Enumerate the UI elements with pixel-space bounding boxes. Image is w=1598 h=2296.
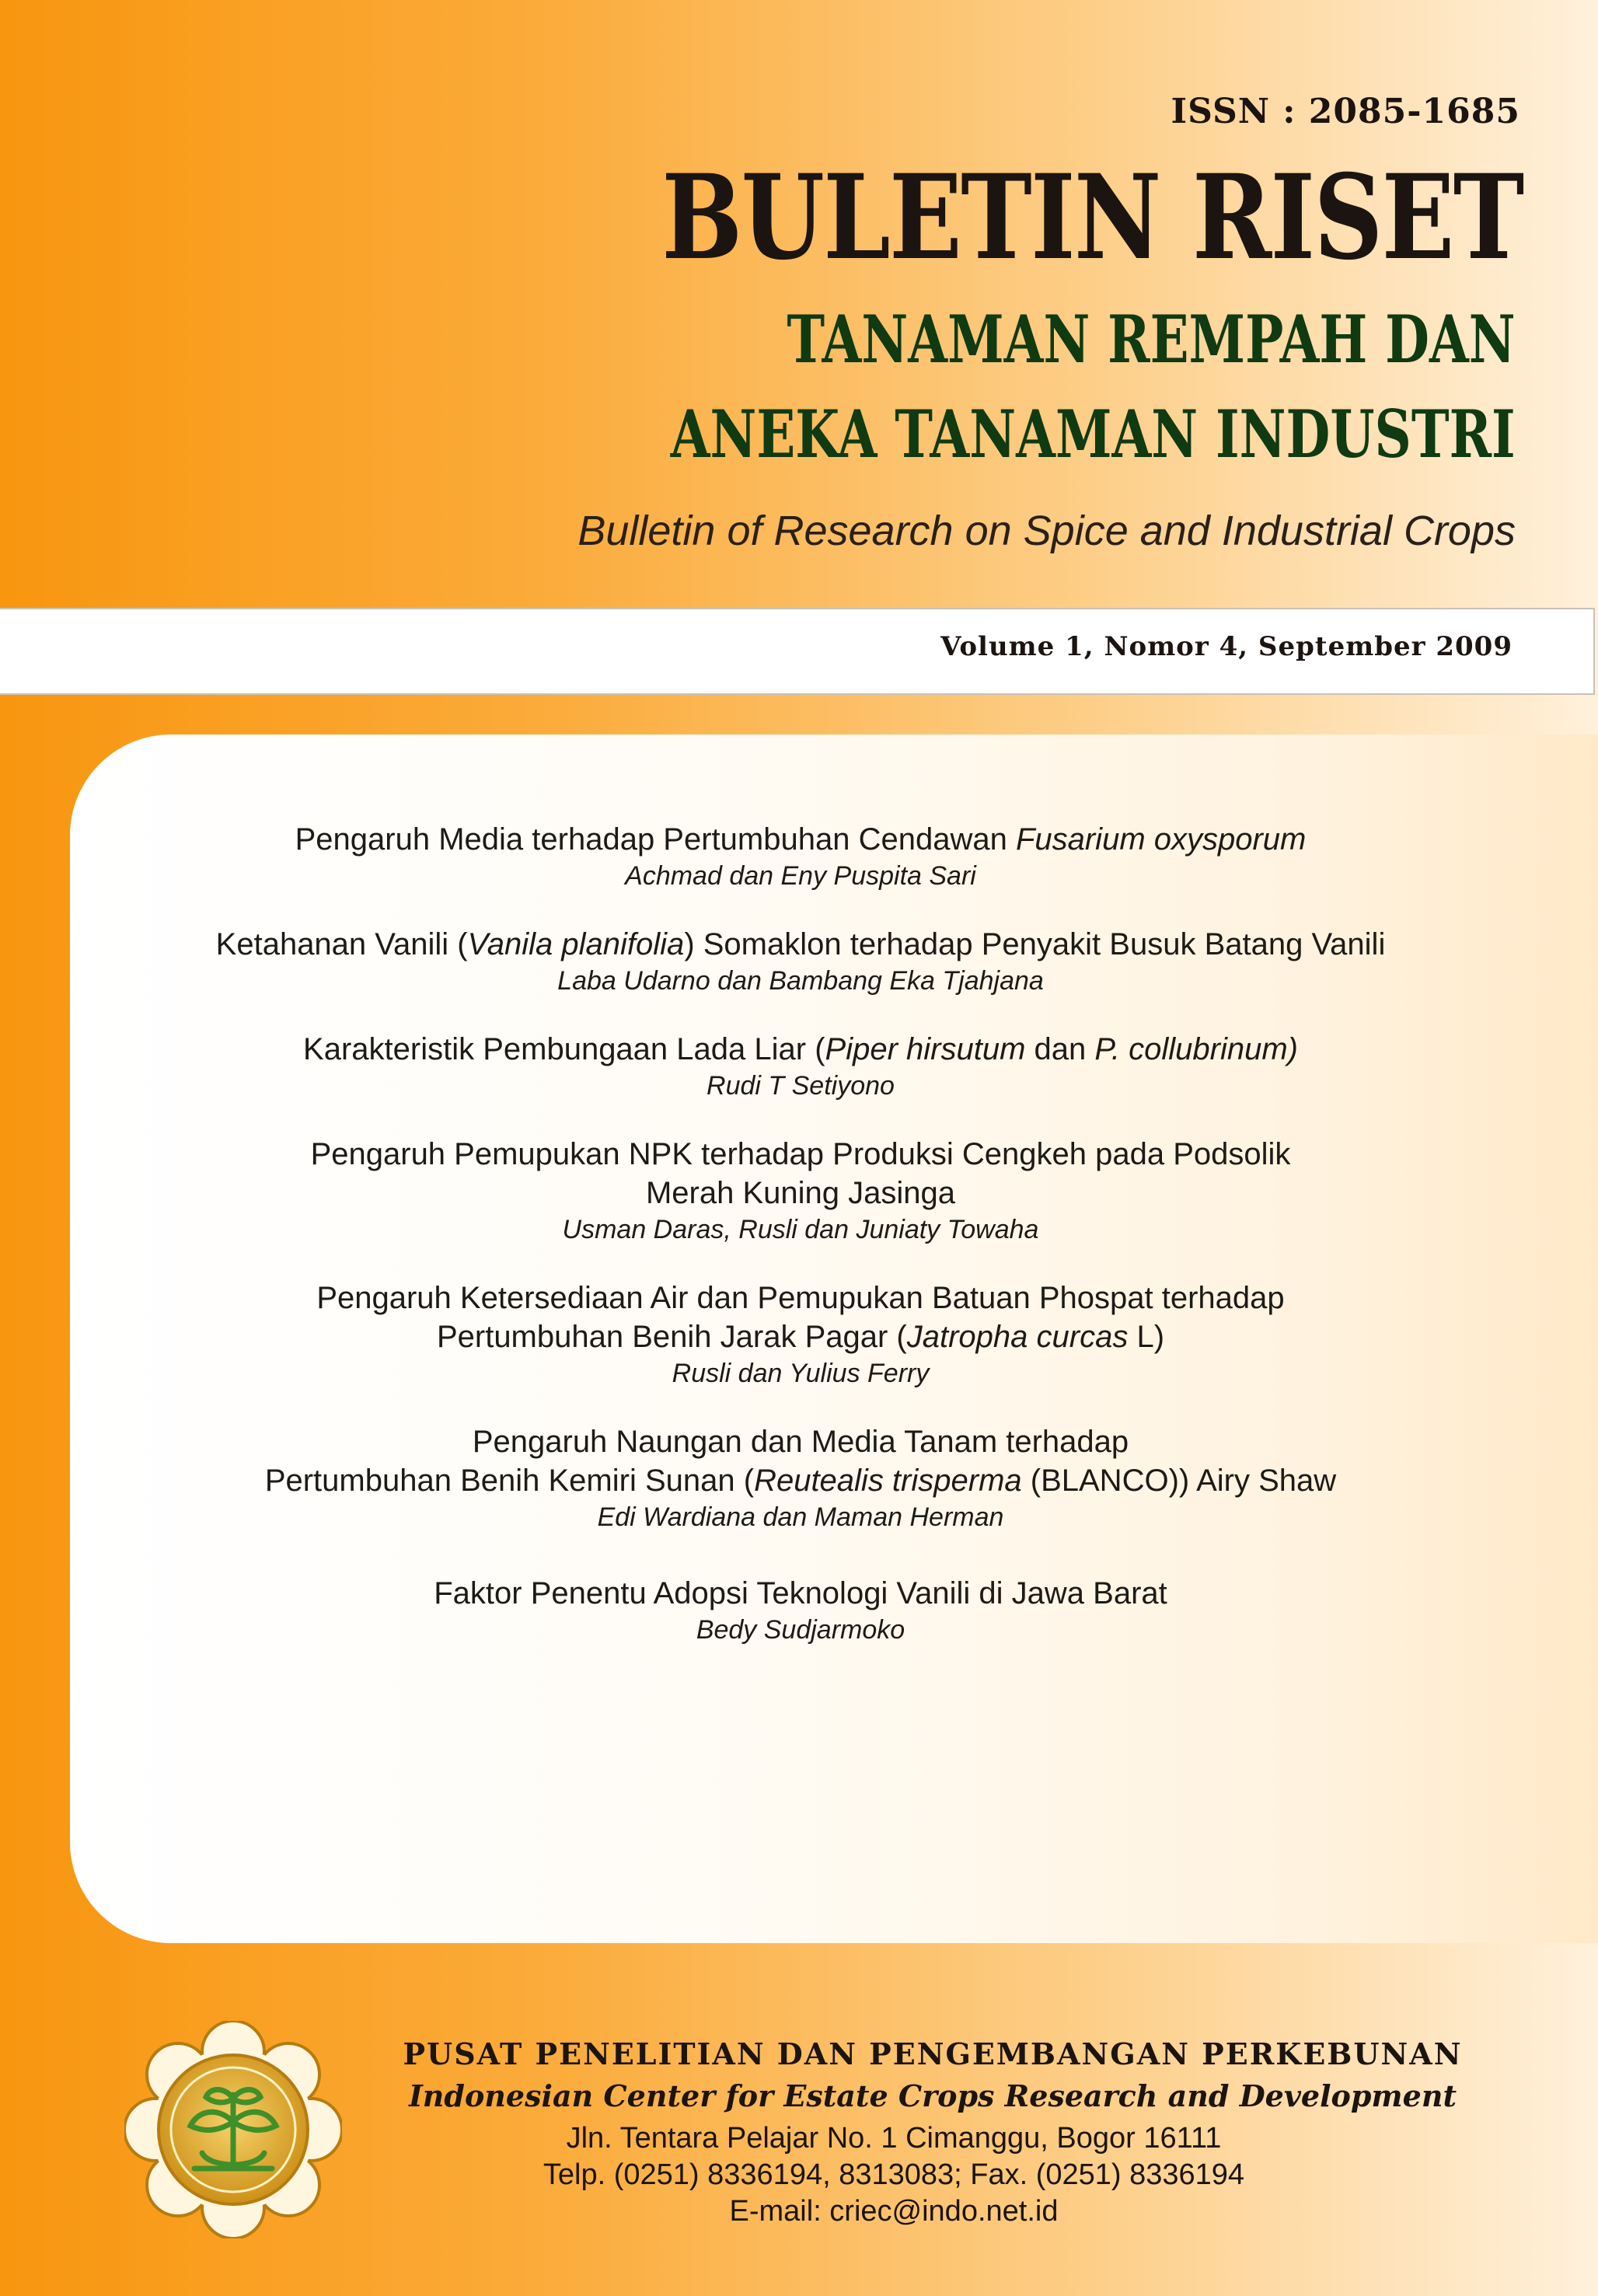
article-authors: Bedy Sudjarmoko bbox=[696, 1615, 905, 1645]
title-text: Karakteristik Pembungaan Lada Liar ( bbox=[303, 1032, 825, 1066]
article-title-line2 bbox=[70, 1461, 1531, 1500]
english-title: Bulletin of Research on Spice and Industrial Crops bbox=[577, 508, 1516, 554]
article-title bbox=[70, 925, 1531, 964]
volume-band bbox=[0, 608, 1595, 695]
article-5 bbox=[70, 1279, 1531, 1391]
article-title bbox=[70, 820, 1531, 859]
article-authors: Laba Udarno dan Bambang Eka Tjahjana bbox=[557, 966, 1044, 996]
article-title-line2: Merah Kuning Jasinga bbox=[645, 1176, 956, 1210]
article-title bbox=[70, 1030, 1531, 1069]
email: E-mail: criec@indo.net.id bbox=[729, 2195, 1059, 2228]
cover-footer bbox=[0, 2005, 1598, 2296]
journal-subtitle-line2: ANEKA TANAMAN INDUSTRI bbox=[670, 396, 1516, 473]
article-1 bbox=[70, 820, 1531, 893]
journal-title: BULETIN RISET bbox=[661, 149, 1523, 286]
article-2 bbox=[70, 925, 1531, 998]
contents-panel bbox=[70, 735, 1598, 1943]
article-authors: Rusli dan Yulius Ferry bbox=[672, 1359, 930, 1388]
article-3 bbox=[70, 1030, 1531, 1103]
article-title-line1: Pengaruh Ketersediaan Air dan Pemupukan Batuan Phospat terhadap bbox=[316, 1281, 1285, 1315]
title-text: Pertumbuhan Benih Kemiri Sunan ( bbox=[264, 1464, 755, 1498]
article-title: Faktor Penentu Adopsi Teknologi Vanili di Jawa Barat bbox=[434, 1576, 1167, 1610]
article-4 bbox=[70, 1135, 1531, 1247]
title-species: Reutealis trisperma bbox=[754, 1464, 1022, 1498]
article-authors: Achmad dan Eny Puspita Sari bbox=[625, 861, 976, 891]
title-text: Pertumbuhan Benih Jarak Pagar ( bbox=[436, 1320, 907, 1354]
title-species: Vanila planifolia bbox=[467, 927, 685, 961]
title-species: Jatropha curcas bbox=[906, 1320, 1129, 1354]
volume-info: Volume 1, Nomor 4, September 2009 bbox=[940, 631, 1513, 662]
article-authors: Rudi T Setiyono bbox=[707, 1071, 895, 1101]
title-text: ) Somaklon terhadap Penyakit Busuk Batang Vanili bbox=[684, 927, 1386, 961]
journal-subtitle-line1: TANAMAN REMPAH DAN bbox=[787, 301, 1516, 378]
title-text: Pengaruh Media terhadap Pertumbuhan Cendawan bbox=[295, 822, 1016, 857]
article-7 bbox=[70, 1574, 1531, 1647]
title-species: Fusarium oxysporum bbox=[1015, 822, 1307, 857]
institution-name: PUSAT PENELITIAN DAN PENGEMBANGAN PERKEBUNAN bbox=[403, 2036, 1463, 2071]
article-title-line1: Pengaruh Naungan dan Media Tanam terhadap bbox=[472, 1425, 1129, 1459]
institution-name-english: Indonesian Center for Estate Crops Research and Development bbox=[408, 2078, 1457, 2113]
title-text: Ketahanan Vanili ( bbox=[215, 927, 468, 961]
title-species: Piper hirsutum bbox=[825, 1032, 1026, 1066]
title-text: dan bbox=[1025, 1032, 1095, 1066]
article-title-line1: Pengaruh Pemupukan NPK terhadap Produksi Cengkeh pada Podsolik bbox=[310, 1137, 1291, 1171]
cover-header bbox=[0, 0, 1598, 606]
article-authors: Edi Wardiana dan Maman Herman bbox=[597, 1502, 1004, 1532]
title-text: L) bbox=[1128, 1320, 1165, 1354]
phone-fax: Telp. (0251) 8336194, 8313083; Fax. (0251) 8336194 bbox=[543, 2158, 1245, 2191]
issn: ISSN : 2085-1685 bbox=[1171, 92, 1520, 131]
title-species: P. collubrinum) bbox=[1094, 1032, 1298, 1066]
article-title-line2 bbox=[70, 1317, 1531, 1356]
article-6 bbox=[70, 1422, 1531, 1534]
article-authors: Usman Daras, Rusli dan Juniaty Towaha bbox=[562, 1215, 1039, 1244]
title-text: (BLANCO)) Airy Shaw bbox=[1021, 1464, 1337, 1498]
ministry-agriculture-logo-icon bbox=[124, 2021, 342, 2238]
address: Jln. Tentara Pelajar No. 1 Cimanggu, Bogor 16111 bbox=[566, 2122, 1222, 2155]
